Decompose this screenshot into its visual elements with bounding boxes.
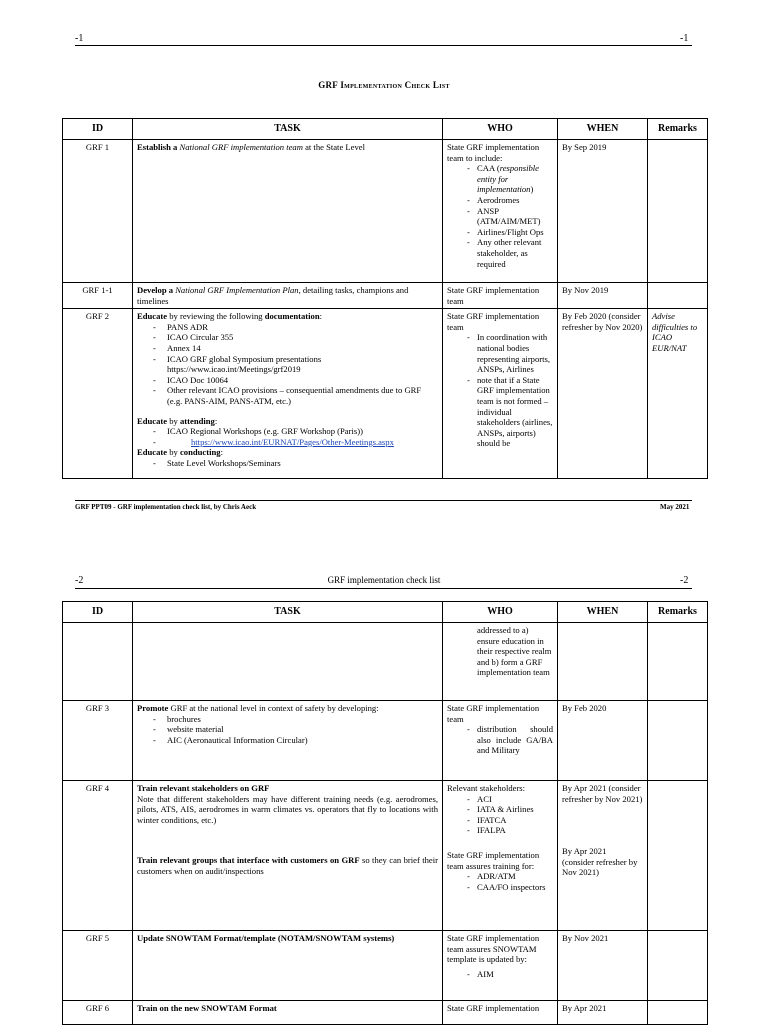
who-continued: addressed to a) ensure education in their respective realm and b) form a GRF implementation team <box>477 625 552 678</box>
row-who <box>443 701 558 781</box>
who-intro: State GRF implementation team <box>447 703 540 724</box>
checklist-table-page1 <box>62 118 708 479</box>
table-row <box>63 1001 708 1025</box>
table-row <box>63 931 708 1001</box>
task-verb: Educate <box>137 447 168 458</box>
list-item: - IFATCA <box>477 815 553 826</box>
row-when <box>558 623 648 701</box>
task-verb: Develop a <box>137 285 174 295</box>
table-row <box>63 140 708 283</box>
list-item: - website material <box>167 724 438 735</box>
row-remarks <box>648 140 708 283</box>
header-rule <box>75 588 692 589</box>
list-item: - In coordination with national bodies representing airports, ANSPs, Airlines <box>477 332 553 374</box>
row-id: GRF 6 <box>63 1001 133 1025</box>
task-emphasis: National GRF Implementation Plan <box>175 285 299 295</box>
table-row <box>63 701 708 781</box>
row-who <box>443 781 558 931</box>
list-item: - Airlines/Flight Ops <box>477 227 553 238</box>
row-remarks <box>648 623 708 701</box>
task-text: , detailing tasks, champions and timelines <box>137 285 409 306</box>
table-row <box>63 283 708 309</box>
row-who <box>443 931 558 1001</box>
list-item: - PANS ADR <box>167 322 438 333</box>
row-who <box>443 309 558 479</box>
when-text: By Apr 2021 <box>562 846 607 857</box>
list-item: - ADR/ATM <box>477 871 553 882</box>
col-header-task: TASK <box>133 602 443 623</box>
table-row <box>63 781 708 931</box>
row-id <box>63 623 133 701</box>
list-item <box>167 437 438 448</box>
row-when: By Nov 2021 <box>558 931 648 1001</box>
table-header-row <box>63 119 708 140</box>
list-item: - CAA (responsible entity for implementation) <box>477 163 553 195</box>
when-text: By Apr 2021 (consider refresher by Nov 2021) <box>562 783 643 804</box>
row-task <box>133 140 443 283</box>
list-item: - brochures <box>167 714 438 725</box>
task-note: Note that different stakeholders may have different training needs (e.g. aerodromes, pilots, ATS, AIS, aerodromes in warm climates vs. operators that fly to locations with winter conditions, etc.) <box>137 793 438 825</box>
page-number-right: -2 <box>680 575 689 586</box>
page-number-left: -2 <box>75 575 84 586</box>
list-item: - Annex 14 <box>167 343 438 354</box>
list-item: - ICAO GRF global Symposium presentations https://www.icao.int/Meetings/grf2019 <box>167 354 438 375</box>
row-who <box>443 140 558 283</box>
header-rule <box>75 45 692 46</box>
list-item: - State Level Workshops/Seminars <box>167 458 438 469</box>
list-item: - Other relevant ICAO provisions – consequential amendments due to GRF (e.g. PANS-AIM, PANS-ATM, etc.) <box>167 385 438 406</box>
task-text: by reviewing the following <box>169 311 263 322</box>
list-item: - CAA/FO inspectors <box>477 882 553 893</box>
task-keyword: attending <box>179 415 215 426</box>
row-remarks <box>648 701 708 781</box>
task-heading: Train relevant groups that interface with customers on GRF <box>137 855 360 866</box>
row-task <box>133 781 443 931</box>
task-text: by <box>169 447 178 458</box>
row-task <box>133 283 443 309</box>
task-heading: Train relevant stakeholders on GRF <box>137 783 270 793</box>
row-when: By Sep 2019 <box>558 140 648 283</box>
who-intro: Relevant stakeholders: <box>447 783 526 793</box>
who-intro: State GRF implementation team assures SNOWTAM template is updated by: <box>447 933 540 965</box>
page-title: GRF Implementation Check List <box>318 80 450 90</box>
task-verb: Educate <box>137 311 168 322</box>
task-text: so they can brief their customers when on audit/inspections <box>137 855 438 876</box>
col-header-remarks: Remarks <box>648 602 708 623</box>
col-header-when: WHEN <box>558 602 648 623</box>
row-task: Educate by reviewing the following documentation: - PANS ADR - ICAO Circular 355 - Annex 14 - ICAO GRF global Symposium presentations https://www.icao.int/Meetings/grf2019 - ICAO Doc 10064 - Other relevant ICAO provisions – consequential amendments due to GRF (e.g. PANS-AIM, PANS-ATM, etc.) Educate by attending: - ICAO Regional Workshops (e.g. GRF Workshop (Paris)) - https://www.icao.int/EURNAT/Pages/Other-Meetings.aspx Educate by conducting: - State Level Workshops/Seminars <box>133 309 443 479</box>
list-item: - Aerodromes <box>477 195 553 206</box>
col-header-who: WHO <box>443 602 558 623</box>
row-remarks: Advise difficulties to ICAO EUR/NAT <box>648 309 708 479</box>
task-text: GRF at the national level in context of safety by developing: <box>170 703 379 713</box>
row-id: GRF 1 <box>63 140 133 283</box>
table-row <box>63 309 708 479</box>
table-row <box>63 623 708 701</box>
who-intro: State GRF implementation team assures training for: <box>447 849 540 871</box>
row-when: By Feb 2020 (consider refresher by Nov 2020) <box>558 309 648 479</box>
row-id: GRF 2 <box>63 309 133 479</box>
row-remarks <box>648 283 708 309</box>
table-header-row <box>63 602 708 623</box>
row-remarks <box>648 1001 708 1025</box>
task-verb: Establish a <box>137 142 178 152</box>
row-who: State GRF implementation <box>443 1001 558 1025</box>
list-item: - note that if a State GRF implementation team is not formed – individual stakeholders (airlines, ANSPs, airports) should be <box>477 375 553 449</box>
list-item: - IFALPA <box>477 825 553 836</box>
row-id: GRF 5 <box>63 931 133 1001</box>
when-text: (consider refresher by Nov 2021) <box>562 856 638 878</box>
row-task: Train on the new SNOWTAM Format <box>133 1001 443 1025</box>
list-item: - IATA & Airlines <box>477 804 553 815</box>
task-text: at the State Level <box>305 142 365 152</box>
row-remarks <box>648 931 708 1001</box>
who-intro: State GRF implementation team <box>447 311 540 332</box>
row-when: By Nov 2019 <box>558 283 648 309</box>
footer-date: May 2021 <box>660 503 690 511</box>
list-item: - ICAO Circular 355 <box>167 332 438 343</box>
col-header-when: WHEN <box>558 119 648 140</box>
list-item: - ACI <box>477 794 553 805</box>
task-verb: Promote <box>137 703 169 713</box>
footer-rule <box>75 500 692 501</box>
row-task <box>133 701 443 781</box>
meetings-link[interactable]: https://www.icao.int/EURNAT/Pages/Other-Meetings.aspx <box>191 436 394 447</box>
task-text: by <box>169 415 178 426</box>
row-who <box>443 623 558 701</box>
task-keyword: conducting <box>179 447 221 458</box>
col-header-remarks: Remarks <box>648 119 708 140</box>
running-header: GRF implementation check list <box>327 575 441 585</box>
list-item: - AIM <box>477 969 553 980</box>
col-header-who: WHO <box>443 119 558 140</box>
row-remarks <box>648 781 708 931</box>
row-id: GRF 4 <box>63 781 133 931</box>
row-when: By Apr 2021 <box>558 1001 648 1025</box>
list-item: - ICAO Regional Workshops (e.g. GRF Workshop (Paris)) <box>167 426 438 437</box>
row-id: GRF 1-1 <box>63 283 133 309</box>
list-item: - ANSP (ATM/AIM/MET) <box>477 206 553 227</box>
task-emphasis: National GRF implementation team <box>179 142 303 152</box>
list-item: - AIC (Aeronautical Information Circular) <box>167 735 438 746</box>
list-item: - Any other relevant stakeholder, as required <box>477 237 553 269</box>
checklist-table-page2 <box>62 601 708 1025</box>
page-number-left: -1 <box>75 33 84 44</box>
who-intro: State GRF implementation team to include: <box>447 142 540 163</box>
row-id: GRF 3 <box>63 701 133 781</box>
col-header-task: TASK <box>133 119 443 140</box>
col-header-id: ID <box>63 119 133 140</box>
list-item: - ICAO Doc 10064 <box>167 375 438 386</box>
list-item: - distribution should also include GA/BA and Military <box>477 724 553 756</box>
task-verb: Educate <box>137 415 168 426</box>
task-keyword: documentation <box>264 311 320 322</box>
page-number-right: -1 <box>680 33 689 44</box>
footer-text: GRF PPT09 - GRF implementation check list, by Chris Aeck <box>75 503 257 511</box>
row-task: Update SNOWTAM Format/template (NOTAM/SNOWTAM systems) <box>133 931 443 1001</box>
row-when <box>558 781 648 931</box>
row-when: By Feb 2020 <box>558 701 648 781</box>
row-who: State GRF implementation team <box>443 283 558 309</box>
col-header-id: ID <box>63 602 133 623</box>
row-task <box>133 623 443 701</box>
